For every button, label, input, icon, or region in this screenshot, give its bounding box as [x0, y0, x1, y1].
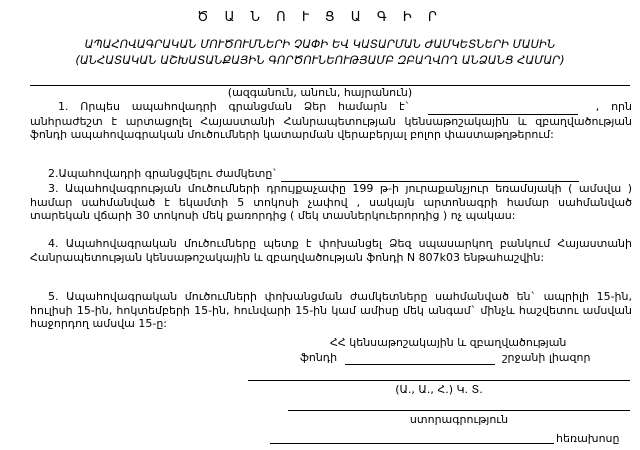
document-title: Ծ Ա Ն Ո Ւ Ց Ա Գ Ի Ր [197, 10, 443, 25]
phone-fill-line[interactable] [270, 443, 554, 444]
paragraph-1-lead: 1. Որպես ապահովադրի գրանցման Ձեր համարն է` [58, 100, 411, 113]
signatory-line-1: ՀՀ կենսաթոշակային և զբաղվածության [330, 336, 567, 349]
paragraph-1-rest: , որն անհրաժեշտ է արտացոլել Հայաստանի Հանրապետության կենսաթոշակային և զբաղվածության ֆոնդի ապահովագրական մուծումների կատարման վերաբերյալ բոլոր փաստաթղթերում: [30, 100, 632, 142]
paragraph-4: 4. Ապահովագրական մուծումները պետք է փոխանցել Ձեզ սպասարկող բանկում Հայաստանի Հանրապետության կենսաթոշակային և զբաղվածության ֆոնդի N 807k03 ենթահաշվին: [30, 237, 632, 264]
registration-number-blank[interactable] [428, 100, 578, 115]
region-blank[interactable] [345, 351, 495, 365]
name-caption: (ազգանուն, անուն, հայրանուն) [227, 86, 413, 99]
region-representative-label: շրջանի լիազոր [502, 351, 591, 364]
fund-label: ֆոնդի [300, 351, 338, 364]
signatory-line-2 [300, 351, 590, 365]
subtitle-line-2: (ԱՆՀԱՏԱԿԱՆ ԱՇԽԱՏԱՆՔԱՅԻՆ ԳՈՐԾՈՒՆԵՈՒԹՅԱՄԲ ԶԲԱՂՎՈՂ ԱՆՁԱՆՑ ՀԱՄԱՐ) [75, 53, 565, 67]
signature-caption: ստորագրություն [409, 413, 509, 426]
phone-label: հեռախոսը [556, 432, 620, 445]
initials-fill-line[interactable] [248, 380, 630, 381]
document-subtitle [10, 36, 630, 68]
paragraph-1 [30, 100, 632, 142]
paragraph-2-text: 2.Ապահովադրի գրանցվելու ժամկետը` [48, 167, 278, 180]
signature-fill-line[interactable] [288, 410, 630, 411]
initials-caption: (Ա., Ա., Հ.) Կ. Տ. [395, 383, 483, 396]
paragraph-3: 3. Ապահովագրության մուծումների դրույքաչափը 199 թ-ի յուրաքանչյուր եռամսյակի ( ամսվա ) համար սահմանված է եկամտի 5 տոկոսի չափով , սակայն արտոնագրի համար սահմանված տարեկան վճարի 30 տոկոսի մեկ քառորդից ( մեկ տասներկուերորդից ) ոչ պակաս: [30, 182, 632, 223]
subtitle-line-1: ԱՊԱՀՈՎԱԳՐԱԿԱՆ ՄՈՒԾՈՒՄՆԵՐԻ ՉԱՓԻ ԵՎ ԿԱՏԱՐՄԱՆ ԺԱՄԿԵՏՆԵՐԻ ՄԱՍԻՆ [84, 37, 556, 51]
paragraph-5: 5. Ապահովագրական մուծումների փոխանցման ժամկետները սահմանված են` ապրիլի 15-ին, հուլիսի 15-ին, հոկտեմբերի 15-ին, հունվարի 15-ին կամ ամիսը մեկ անգամ` մինչև հաշվետու ամսվան հաջորդող ամսվա 15-ը: [30, 290, 632, 331]
registration-date-blank[interactable] [281, 167, 579, 182]
paragraph-2 [30, 167, 632, 182]
